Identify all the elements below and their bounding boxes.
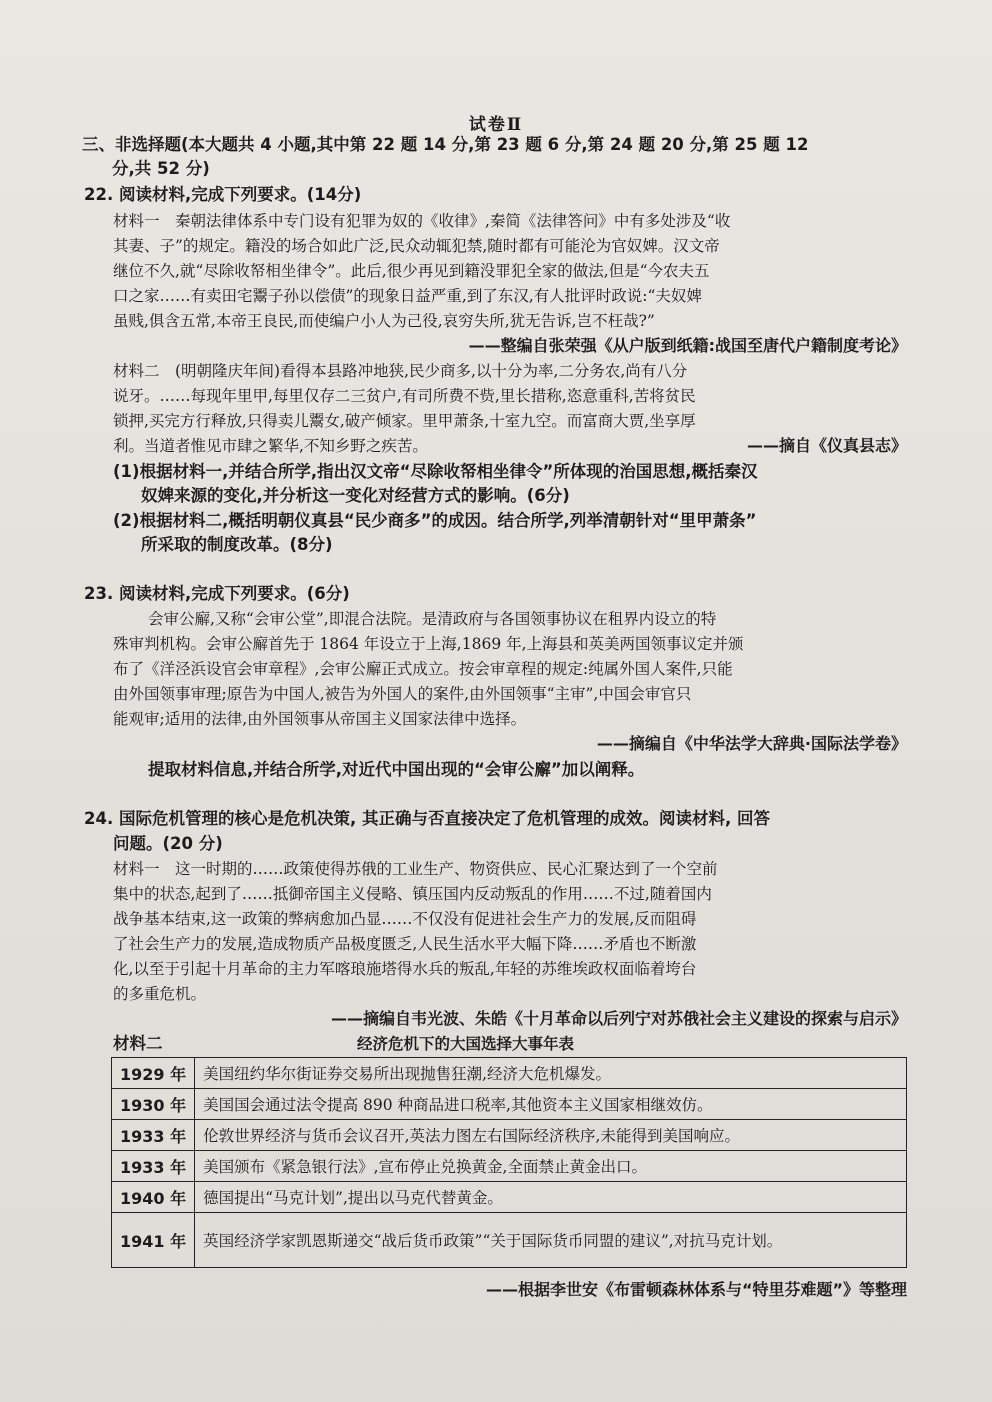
q22-subquestion1-line: (1)根据材料一,并结合所学,指出汉文帝“尽除收帑相坐律令”所体现的治国思想,概括秦汉 bbox=[113, 462, 758, 481]
year-cell: 1941 年 bbox=[112, 1213, 195, 1268]
q24-material1-line: 集中的状态,起到了……抵御帝国主义侵略、镇压国内反动叛乱的作用……不过,随着国内 bbox=[113, 885, 712, 903]
event-cell: 美国纽约华尔街证券交易所出现抛售狂潮,经济大危机爆发。 bbox=[195, 1058, 907, 1089]
q22-subquestion2-line: 所采取的制度改革。(8分) bbox=[141, 535, 333, 554]
section-header-line1: 三、非选择题(本大题共 4 小题,其中第 22 题 14 分,第 23 题 6 分,第 24 题 20 分,第 25 题 12 bbox=[82, 135, 809, 154]
year-cell: 1940 年 bbox=[112, 1182, 195, 1213]
q24-prompt-line: 问题。(20 分) bbox=[113, 834, 223, 853]
table-row bbox=[112, 1058, 907, 1089]
q24-material1-line: 化,以至于引起十月革命的主力军喀琅施塔得水兵的叛乱,年轻的苏维埃政权面临着垮台 bbox=[113, 960, 697, 978]
q22-material1-line: 口之家……有卖田宅鬻子孙以偿债”的现象日益严重,到了东汉,有人批评时政说:“夫奴婢 bbox=[113, 287, 702, 305]
q22-material1-line: 材料一 秦朝法律体系中专门设有犯罪为奴的《收律》,秦简《法律答问》中有多处涉及“收 bbox=[113, 212, 731, 230]
q22-material2-line: 材料二 (明朝隆庆年间)看得本县路冲地狭,民少商多,以十分为率,二分务农,尚有八分 bbox=[113, 362, 688, 380]
events-table bbox=[111, 1057, 907, 1268]
q23-body-line: 由外国领事审理;原告为中国人,被告为外国人的案件,由外国领事“主审”,中国会审官只 bbox=[113, 685, 692, 703]
q24-material1-line: 的多重危机。 bbox=[113, 985, 207, 1003]
year-cell: 1929 年 bbox=[112, 1058, 195, 1089]
q23-question: 提取材料信息,并结合所学,对近代中国出现的“会审公廨”加以阐释。 bbox=[148, 760, 645, 779]
q23-source: ——摘编自《中华法学大辞典·国际法学卷》 bbox=[596, 734, 907, 753]
year-cell: 1930 年 bbox=[112, 1089, 195, 1120]
q22-prompt: 22. 阅读材料,完成下列要求。(14分) bbox=[84, 185, 362, 204]
q23-body-line: 布了《洋泾浜设官会审章程》,会审公廨正式成立。按会审章程的规定:纯属外国人案件,只能 bbox=[113, 660, 733, 678]
q22-subquestion2-line: (2)根据材料二,概括明朝仪真县“民少商多”的成因。结合所学,列举清朝针对“里甲萧条” bbox=[113, 511, 757, 530]
q22-subquestion1-line: 奴婢来源的变化,并分析这一变化对经营方式的影响。(6分) bbox=[141, 486, 570, 505]
table-row bbox=[112, 1213, 907, 1268]
q22-material1-line: 虽贱,俱含五常,本帝王良民,而使编户小人为己役,哀穷失所,犹无告诉,岂不枉哉?” bbox=[113, 312, 655, 330]
table-row bbox=[112, 1182, 907, 1213]
event-cell: 伦敦世界经济与货币会议召开,英法力图左右国际经济秩序,未能得到美国响应。 bbox=[195, 1120, 907, 1151]
q24-table-title: 经济危机下的大国选择大事年表 bbox=[357, 1035, 575, 1053]
q23-body-line: 殊审判机构。会审公廨首先于 1864 年设立于上海,1869 年,上海县和英美两国领事议定并颁 bbox=[113, 635, 744, 653]
q23-body-line: 能观审;适用的法律,由外国领事从帝国主义国家法律中选择。 bbox=[113, 710, 527, 728]
q22-material1-line: 其妻、子”的规定。籍没的场合如此广泛,民众动辄犯禁,随时都有可能沦为官奴婢。汉文帝 bbox=[113, 237, 720, 255]
q24-material1-line: 了社会生产力的发展,造成物质产品极度匮乏,人民生活水平大幅下降……矛盾也不断激 bbox=[113, 935, 697, 953]
event-cell: 德国提出“马克计划”,提出以马克代替黄金。 bbox=[195, 1182, 907, 1213]
q23-body-line: 会审公廨,又称“会审公堂”,即混合法院。是清政府与各国领事协议在租界内设立的特 bbox=[148, 610, 717, 628]
year-cell: 1933 年 bbox=[112, 1120, 195, 1151]
q24-prompt-line: 24. 国际危机管理的核心是危机决策, 其正确与否直接决定了危机管理的成效。阅读材料, 回答 bbox=[84, 809, 770, 828]
q22-material2-line: 锁押,买完方行释放,只得卖儿鬻女,破产倾家。里甲萧条,十室九空。而富商大贾,坐享厚 bbox=[113, 412, 696, 430]
paper-title: 试卷Ⅱ bbox=[468, 115, 524, 135]
q24-material2-label: 材料二 bbox=[113, 1034, 163, 1053]
q24-material1-line: 战争基本结束,这一政策的弊病愈加凸显……不仅没有促进社会生产力的发展,反而阻碍 bbox=[113, 910, 697, 928]
q24-table-source: ——根据李世安《布雷顿森林体系与“特里芬难题”》等整理 bbox=[485, 1280, 907, 1299]
q22-material1-line: 继位不久,就“尽除收帑相坐律令”。此后,很少再见到籍没罪犯全家的做法,但是“今农夫五 bbox=[113, 262, 710, 280]
table-row bbox=[112, 1120, 907, 1151]
q24-material1-line: 材料一 这一时期的……政策使得苏俄的工业生产、物资供应、民心汇聚达到了一个空前 bbox=[113, 860, 718, 878]
q22-material2-line: 说牙。……每现年里甲,每里仅存二三贫户,有司所费不赀,里长措称,恣意重科,苦将贫民 bbox=[113, 387, 696, 405]
q24-material1-source: ——摘编自韦光波、朱皓《十月革命以后列宁对苏俄社会主义建设的探索与启示》 bbox=[330, 1009, 907, 1028]
section-header-line2: 分,共 52 分) bbox=[112, 159, 210, 178]
table-row bbox=[112, 1151, 907, 1182]
q22-material2-line: 利。当道者惟见市肆之繁华,不知乡野之疾苦。 bbox=[113, 437, 428, 455]
event-cell: 英国经济学家凯恩斯递交“战后货币政策”“关于国际货币同盟的建议”,对抗马克计划。 bbox=[195, 1213, 907, 1268]
event-cell: 美国颁布《紧急银行法》,宣布停止兑换黄金,全面禁止黄金出口。 bbox=[195, 1151, 907, 1182]
q22-material2-source: ——摘自《仪真县志》 bbox=[746, 436, 907, 455]
event-cell: 美国国会通过法令提高 890 种商品进口税率,其他资本主义国家相继效仿。 bbox=[195, 1089, 907, 1120]
table-row bbox=[112, 1089, 907, 1120]
q22-material1-source: ——整编自张荣强《从户版到纸籍:战国至唐代户籍制度考论》 bbox=[468, 336, 907, 355]
q23-prompt: 23. 阅读材料,完成下列要求。(6分) bbox=[84, 584, 350, 603]
year-cell: 1933 年 bbox=[112, 1151, 195, 1182]
